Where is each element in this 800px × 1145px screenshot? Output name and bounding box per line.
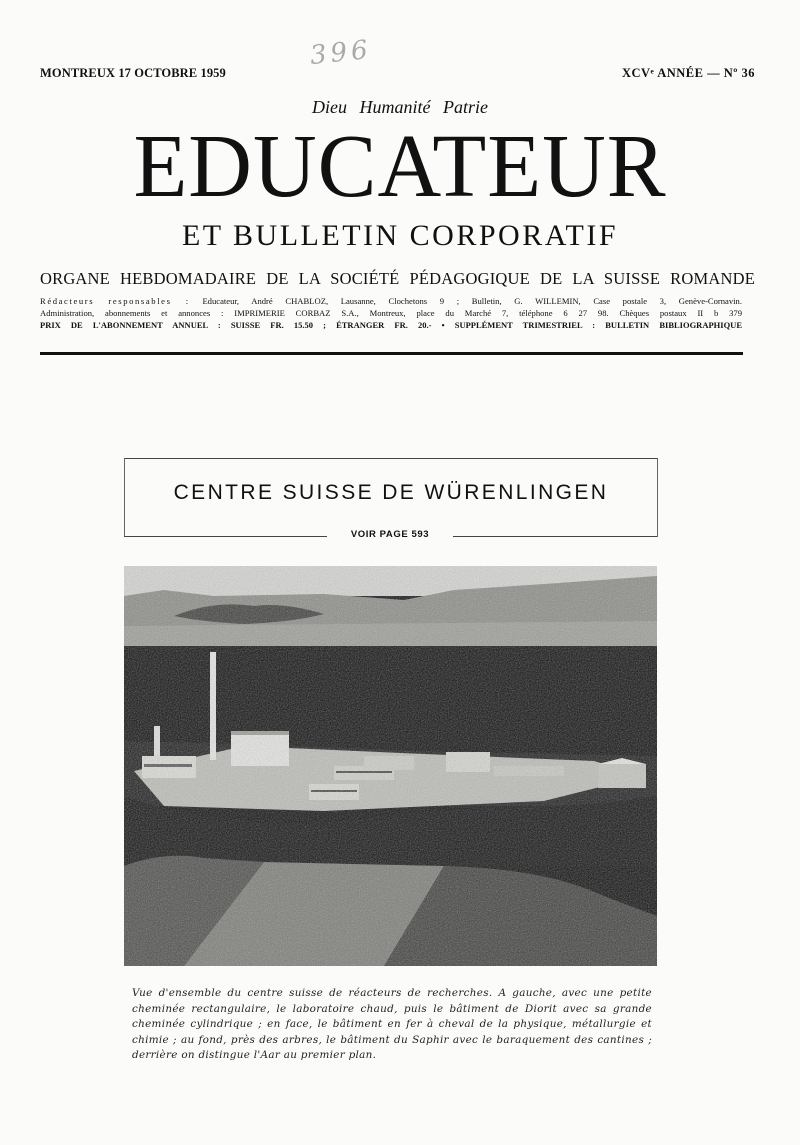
dateline: MONTREUX 17 OCTOBRE 1959 xyxy=(40,66,226,80)
administration-label: Administration, abonnements et annonces : xyxy=(40,308,224,318)
subscription-line: PRIX DE L'ABONNEMENT ANNUEL : SUISSE FR. 15.50 ; ÉTRANGER FR. 20.- • SUPPLÉMENT TRIMESTRIEL : BULLETIN BIBLIOGRAPHIQUE xyxy=(40,320,742,330)
editors-label: Rédacteurs responsables : xyxy=(40,296,190,306)
header-rule xyxy=(40,352,743,355)
feature-title: CENTRE SUISSE DE WÜRENLINGEN xyxy=(173,481,609,504)
aerial-photo-illustration xyxy=(124,566,657,966)
see-page-reference: VOIR PAGE 593 xyxy=(350,529,430,540)
box-bottom-rule-left xyxy=(124,536,327,537)
editors-text: Educateur, André CHABLOZ, Lausanne, Clochetons 9 ; Bulletin, G. WILLEMIN, Case postale 3, Genève-Cornavin. xyxy=(202,296,742,306)
masthead-title: EDUCATEUR xyxy=(133,117,667,216)
handwritten-page-number: 396 xyxy=(308,34,374,72)
administration-text: IMPRIMERIE CORBAZ S.A., Montreux, place du Marché 7, téléphone 6 27 98. Chèques postaux II b 379 xyxy=(234,308,742,318)
motto: Dieu Humanité Patrie xyxy=(312,97,488,117)
editors-line xyxy=(40,296,742,307)
issue-number: XCVᵉ ANNÉE — Nº 36 xyxy=(621,66,755,80)
box-bottom-rule-right xyxy=(453,536,657,537)
organ-line: ORGANE HEBDOMADAIRE DE LA SOCIÉTÉ PÉDAGOGIQUE DE LA SUISSE ROMANDE xyxy=(40,269,755,288)
administration-line xyxy=(40,308,742,319)
masthead-subtitle: ET BULLETIN CORPORATIF xyxy=(181,219,619,252)
photo-caption: Vue d'ensemble du centre suisse de réacteurs de recherches. A gauche, avec une petite cheminée rectangulaire, le laboratoire chaud, puis le bâtiment de Diorit avec sa grande cheminée cylindrique ; en face, le bâtiment en fer à cheval de la physique, métallurgie et chimie ; au fond, près des arbres, le bâtiment du Saphir avec le baraquement des cantines ; derrière on distingue l'Aar au premier plan. xyxy=(132,987,652,1061)
aerial-photo xyxy=(124,566,657,966)
